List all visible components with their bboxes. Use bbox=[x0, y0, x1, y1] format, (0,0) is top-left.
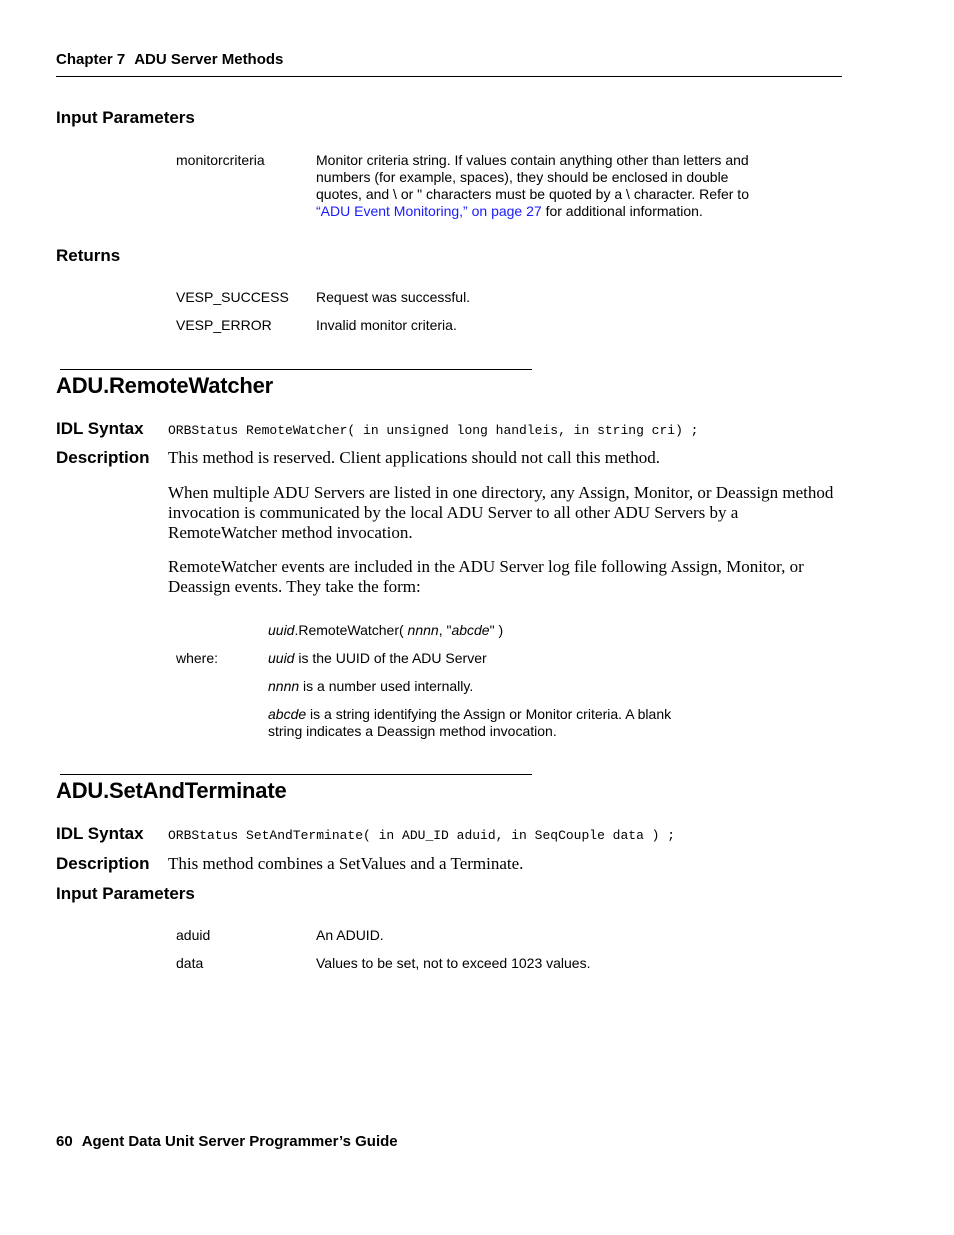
idl-syntax-label: IDL Syntax bbox=[56, 419, 144, 438]
return-desc: Invalid monitor criteria. bbox=[316, 317, 457, 333]
where-term: uuid bbox=[268, 650, 295, 666]
body-paragraph bbox=[168, 483, 848, 543]
body-paragraph bbox=[168, 557, 848, 597]
running-header bbox=[56, 51, 283, 68]
where-term: abcde bbox=[268, 706, 307, 722]
where-item bbox=[268, 678, 698, 695]
link-suffix: for additional information. bbox=[541, 203, 703, 219]
form-abcde: abcde bbox=[451, 622, 490, 638]
return-desc: Request was successful. bbox=[316, 289, 471, 305]
where-line bbox=[268, 706, 698, 723]
input-parameters-heading: Input Parameters bbox=[56, 884, 195, 903]
form-nnnn: nnnn bbox=[407, 622, 439, 638]
form-close: " ) bbox=[489, 622, 504, 638]
param-desc-line: quotes, and \ or " characters must be quoted by a \ character. Refer to bbox=[316, 186, 749, 202]
section-title-set-and-terminate: ADU.SetAndTerminate bbox=[56, 778, 287, 803]
body-line: When multiple ADU Servers are listed in one directory, any Assign, Monitor, or Deassign method bbox=[168, 483, 834, 502]
param-desc-line bbox=[316, 203, 766, 220]
return-name: VESP_SUCCESS bbox=[176, 289, 289, 305]
description-text: This method is reserved. Client applications should not call this method. bbox=[168, 448, 660, 467]
input-parameters-heading: Input Parameters bbox=[56, 108, 195, 127]
where-text: is a number used internally. bbox=[299, 678, 474, 694]
form-uuid: uuid bbox=[268, 622, 295, 638]
idl-syntax-code: ORBStatus RemoteWatcher( in unsigned long handleis, in string cri) ; bbox=[168, 423, 699, 438]
body-line: invocation is communicated by the local ADU Server to all other ADU Servers by a bbox=[168, 503, 739, 522]
where-item bbox=[268, 650, 698, 667]
param-name-data: data bbox=[176, 955, 204, 971]
chapter-number: Chapter 7 bbox=[56, 51, 126, 68]
section-title-remote-watcher: ADU.RemoteWatcher bbox=[56, 373, 274, 398]
book-title: Agent Data Unit Server Programmer’s Guide bbox=[81, 1133, 398, 1150]
param-desc-line: Monitor criteria string. If values contain anything other than letters and bbox=[316, 152, 749, 168]
param-desc-monitorcriteria bbox=[316, 152, 766, 220]
where-text: is the UUID of the ADU Server bbox=[294, 650, 487, 666]
where-label: where: bbox=[176, 650, 219, 666]
form-call: .RemoteWatcher( bbox=[294, 622, 408, 638]
param-name-monitorcriteria: monitorcriteria bbox=[176, 152, 265, 168]
where-text: is a string identifying the Assign or Monitor criteria. A blank bbox=[306, 706, 672, 722]
idl-syntax-code: ORBStatus SetAndTerminate( in ADU_ID aduid, in SeqCouple data ) ; bbox=[168, 828, 676, 843]
section-rule bbox=[60, 774, 532, 775]
return-name: VESP_ERROR bbox=[176, 317, 272, 333]
returns-heading: Returns bbox=[56, 246, 121, 265]
description-text: This method combines a SetValues and a Terminate. bbox=[168, 854, 524, 873]
where-item bbox=[268, 706, 698, 740]
page-footer bbox=[56, 1133, 398, 1150]
param-name-aduid: aduid bbox=[176, 927, 211, 943]
body-line: RemoteWatcher method invocation. bbox=[168, 523, 413, 542]
section-rule bbox=[60, 369, 532, 370]
param-desc-aduid: An ADUID. bbox=[316, 927, 384, 943]
body-line: RemoteWatcher events are included in the ADU Server log file following Assign, Monitor, or bbox=[168, 557, 804, 576]
chapter-title: ADU Server Methods bbox=[134, 51, 284, 68]
description-label: Description bbox=[56, 854, 150, 873]
body-line: Deassign events. They take the form: bbox=[168, 577, 421, 596]
page-number: 60 bbox=[56, 1133, 73, 1150]
header-rule bbox=[56, 76, 842, 77]
param-desc-line: numbers (for example, spaces), they should be enclosed in double bbox=[316, 169, 729, 185]
param-desc-data: Values to be set, not to exceed 1023 values. bbox=[316, 955, 591, 971]
where-line: string indicates a Deassign method invocation. bbox=[268, 723, 557, 739]
form-sep: , " bbox=[438, 622, 452, 638]
where-term: nnnn bbox=[268, 678, 300, 694]
adu-event-monitoring-link[interactable]: “ADU Event Monitoring,” on page 27 bbox=[316, 203, 542, 219]
description-label: Description bbox=[56, 448, 150, 467]
event-form bbox=[268, 622, 698, 639]
idl-syntax-label: IDL Syntax bbox=[56, 824, 144, 843]
